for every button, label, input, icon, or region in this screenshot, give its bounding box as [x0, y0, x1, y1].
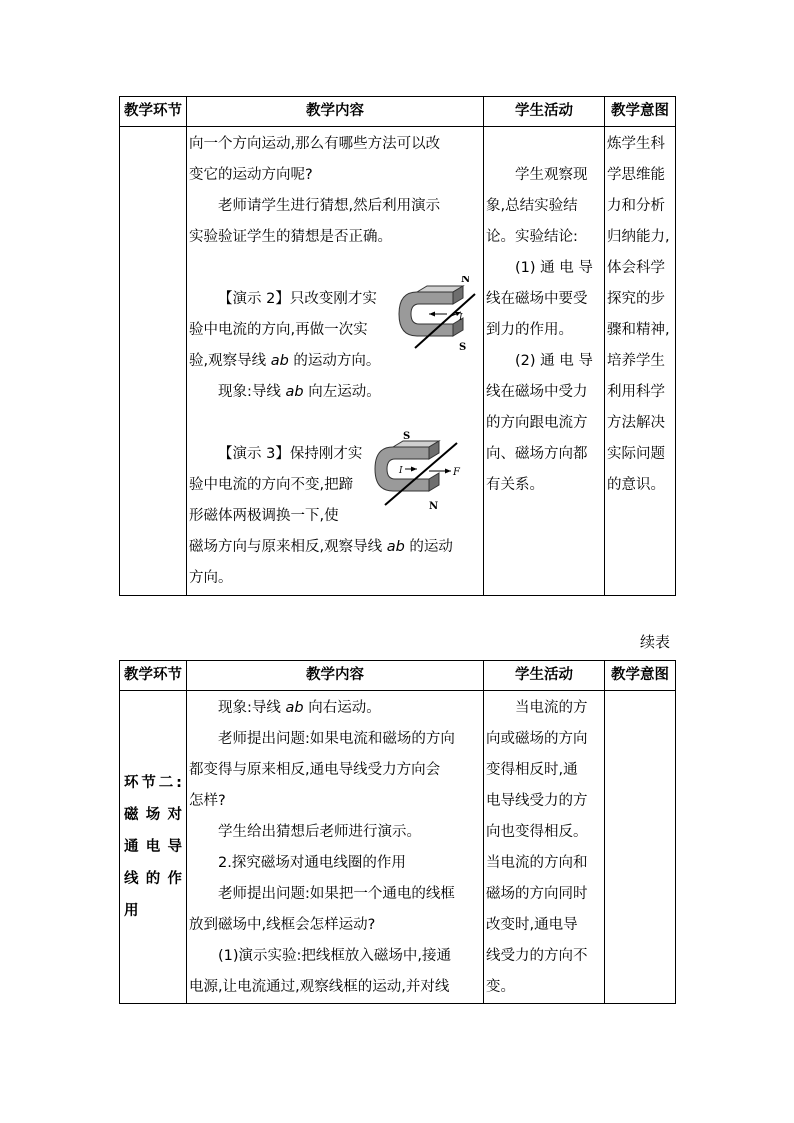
content-line: 电源,让电流通过,观察线框的运动,并对线	[189, 979, 450, 995]
content-line: 验,观察导线 ab 的运动方向。	[189, 353, 381, 369]
content-line: 2.探究磁场对通电线圈的作用	[218, 855, 406, 871]
activity-line: 线在磁场中受力	[486, 384, 588, 400]
content-line: 老师提出问题:如果电流和磁场的方向	[218, 731, 455, 747]
intent-line: 骤和精神,	[607, 322, 670, 338]
intent-line: 炼学生科	[607, 136, 665, 152]
activity-line: 线在磁场中要受	[486, 291, 588, 307]
stage-line: 线 的 作	[124, 871, 182, 887]
content-line: 怎样?	[189, 793, 226, 809]
intent-cell	[605, 691, 676, 1004]
content-line: 放到磁场中,线框会怎样运动?	[189, 917, 376, 933]
demo-2-block	[189, 276, 481, 377]
content-line: 变它的运动方向呢?	[189, 167, 313, 183]
intent-line: 培养学生	[607, 353, 665, 369]
header-content: 教学内容	[187, 661, 484, 691]
table-row	[120, 127, 676, 596]
stage-line: 环节二:	[124, 775, 182, 791]
pole-label-s: S	[459, 342, 467, 353]
activity-line: 线受力的方向不	[486, 948, 588, 964]
pole-label-n: N	[429, 501, 439, 512]
activity-line: 变得相反时,通	[486, 762, 578, 778]
content-line: (1)演示实验:把线框放入磁场中,接通	[218, 948, 452, 964]
content-line: 【演示 3】保持刚才实	[218, 446, 363, 462]
table-header-row	[120, 661, 676, 691]
content-line: 验中电流的方向,再做一次实	[189, 322, 368, 338]
activity-line: 向也变得相反。	[486, 824, 588, 840]
activity-line: 有关系。	[486, 477, 544, 493]
force-label: F	[453, 467, 460, 478]
content-line: 形磁体两极调换一下,使	[189, 508, 339, 524]
content-line: 现象:导线 ab 向右运动。	[218, 700, 381, 716]
content-cell	[187, 691, 484, 1004]
stage-cell	[120, 691, 187, 1004]
intent-line: 归纳能力,	[607, 229, 670, 245]
stage-line: 用	[124, 903, 139, 919]
magnet-figure-1	[395, 276, 485, 366]
content-line: 向一个方向运动,那么有哪些方法可以改	[189, 136, 441, 152]
activity-line: 到力的作用。	[486, 322, 573, 338]
lesson-table-2	[119, 660, 676, 1004]
lesson-table-1	[119, 96, 676, 596]
activity-line: 改变时,通电导	[486, 917, 578, 933]
content-line: 现象:导线 ab 向左运动。	[218, 384, 381, 400]
header-content: 教学内容	[187, 97, 484, 127]
current-label: I	[459, 313, 463, 323]
activity-line: (1) 通 电 导	[515, 260, 593, 276]
content-line: 磁场方向与原来相反,观察导线 ab 的运动	[189, 539, 453, 555]
current-label: I	[399, 466, 403, 476]
continued-label: 续表	[640, 633, 671, 651]
demo-3-block	[189, 431, 481, 532]
pole-label-n: N	[461, 276, 471, 285]
intent-line: 体会科学	[607, 260, 665, 276]
activity-line: 论。实验结论:	[486, 229, 578, 245]
content-line: 老师提出问题:如果把一个通电的线框	[218, 886, 455, 902]
activity-line: 磁场的方向同时	[486, 886, 588, 902]
activity-cell	[484, 127, 605, 596]
table-row	[120, 691, 676, 1004]
intent-line: 利用科学	[607, 384, 665, 400]
intent-line: 学思维能	[607, 167, 665, 183]
stage-line: 磁 场 对	[124, 807, 182, 823]
activity-line: 当电流的方	[515, 700, 588, 716]
activity-line: 当电流的方向和	[486, 855, 588, 871]
header-intent: 教学意图	[605, 97, 676, 127]
activity-line: 学生观察现	[515, 167, 588, 183]
header-activity: 学生活动	[484, 661, 605, 691]
intent-line: 探究的步	[607, 291, 665, 307]
intent-line: 力和分析	[607, 198, 665, 214]
header-stage: 教学环节	[120, 661, 187, 691]
stage-line: 通 电 导	[124, 839, 182, 855]
header-intent: 教学意图	[605, 661, 676, 691]
content-line: 学生给出猜想后老师进行演示。	[218, 824, 421, 840]
header-stage: 教学环节	[120, 97, 187, 127]
activity-line: 变。	[486, 979, 515, 995]
magnet-figure-2	[367, 431, 477, 521]
activity-line: 象,总结实验结	[486, 198, 578, 214]
content-line: 老师请学生进行猜想,然后利用演示	[218, 198, 441, 214]
intent-line: 的意识。	[607, 477, 665, 493]
intent-cell	[605, 127, 676, 596]
content-cell	[187, 127, 484, 596]
activity-line: (2) 通 电 导	[515, 353, 593, 369]
content-line: 都变得与原来相反,通电导线受力方向会	[189, 762, 441, 778]
force-label: F	[421, 311, 428, 321]
activity-line: 向或磁场的方向	[486, 731, 588, 747]
header-activity: 学生活动	[484, 97, 605, 127]
intent-line: 方法解决	[607, 415, 665, 431]
content-line: 【演示 2】只改变刚才实	[218, 291, 377, 307]
intent-line: 实际问题	[607, 446, 665, 462]
content-line: 方向。	[189, 570, 233, 586]
activity-line: 向、磁场方向都	[486, 446, 588, 462]
pole-label-s: S	[403, 431, 411, 442]
content-line: 实验验证学生的猜想是否正确。	[189, 229, 392, 245]
activity-line: 电导线受力的方	[486, 793, 588, 809]
content-line: 验中电流的方向不变,把蹄	[189, 477, 354, 493]
activity-cell	[484, 691, 605, 1004]
table-header-row	[120, 97, 676, 127]
activity-line: 的方向跟电流方	[486, 415, 588, 431]
stage-cell	[120, 127, 187, 596]
